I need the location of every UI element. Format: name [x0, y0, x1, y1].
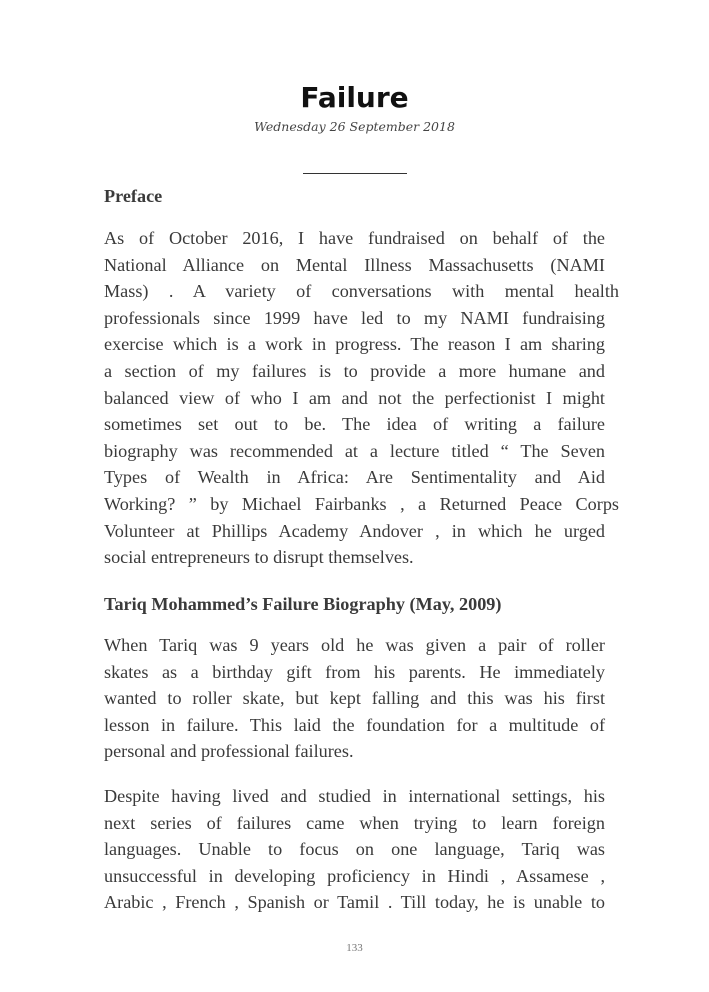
page-number: 133 — [346, 942, 363, 954]
text-line: languages. Unable to focus on one language, Tariq was — [104, 839, 605, 860]
biography-section — [104, 591, 605, 617]
section-heading-preface: Preface — [104, 186, 163, 206]
biography-paragraph-1 — [104, 632, 605, 765]
biography-paragraph-2 — [104, 783, 605, 916]
text-line: exercise which is a work in progress. The reason I am sharing — [104, 334, 605, 355]
text-line: lesson in failure. This laid the foundation for a multitude of — [104, 714, 605, 735]
text-line: Types of Wealth in Africa: Are Sentimentality and Aid — [104, 467, 605, 488]
divider-rule — [303, 173, 407, 174]
text-line: Despite having lived and studied in international settings, his — [104, 786, 605, 806]
text-line: biography was recommended at a lecture titled “ The Seven — [104, 440, 605, 461]
text-line: Working? ” by Michael Fairbanks , a Returned Peace Corps — [104, 493, 619, 514]
text-line: skates as a birthday gift from his parents. He immediately — [104, 661, 605, 682]
preface-paragraph — [104, 225, 619, 571]
text-line: When Tariq was 9 years old he was given a pair of roller — [104, 635, 605, 655]
text-line: personal and professional failures. — [104, 741, 354, 762]
text-line: a section of my failures is to provide a more humane and — [104, 360, 605, 381]
text-line: wanted to roller skate, but kept falling and this was his first — [104, 688, 605, 709]
text-line: Mass) . A variety of conversations with mental health — [104, 281, 619, 302]
text-line: balanced view of who I am and not the perfectionist I might — [104, 387, 605, 408]
text-line: unsuccessful in developing proficiency in Hindi , Assamese , — [104, 865, 605, 886]
text-line: next series of failures came when trying to learn foreign — [104, 812, 605, 833]
text-line: National Alliance on Mental Illness Massachusetts (NAMI — [104, 254, 605, 275]
section-heading-biography: Tariq Mohammed’s Failure Biography (May, 2009) — [104, 594, 502, 614]
text-line: social entrepreneurs to disrupt themselves. — [104, 547, 414, 568]
text-line: As of October 2016, I have fundraised on behalf of the — [104, 228, 605, 248]
date-subtitle: Wednesday 26 September 2018 — [254, 119, 455, 134]
text-line: sometimes set out to be. The idea of writing a failure — [104, 414, 605, 435]
page-title: Failure — [300, 81, 409, 114]
text-line: Volunteer at Phillips Academy Andover , in which he urged — [104, 520, 605, 541]
text-line: Arabic , French , Spanish or Tamil . Till today, he is unable to — [104, 892, 605, 913]
preface-section — [104, 183, 605, 209]
text-line: professionals since 1999 have led to my NAMI fundraising — [104, 307, 605, 328]
